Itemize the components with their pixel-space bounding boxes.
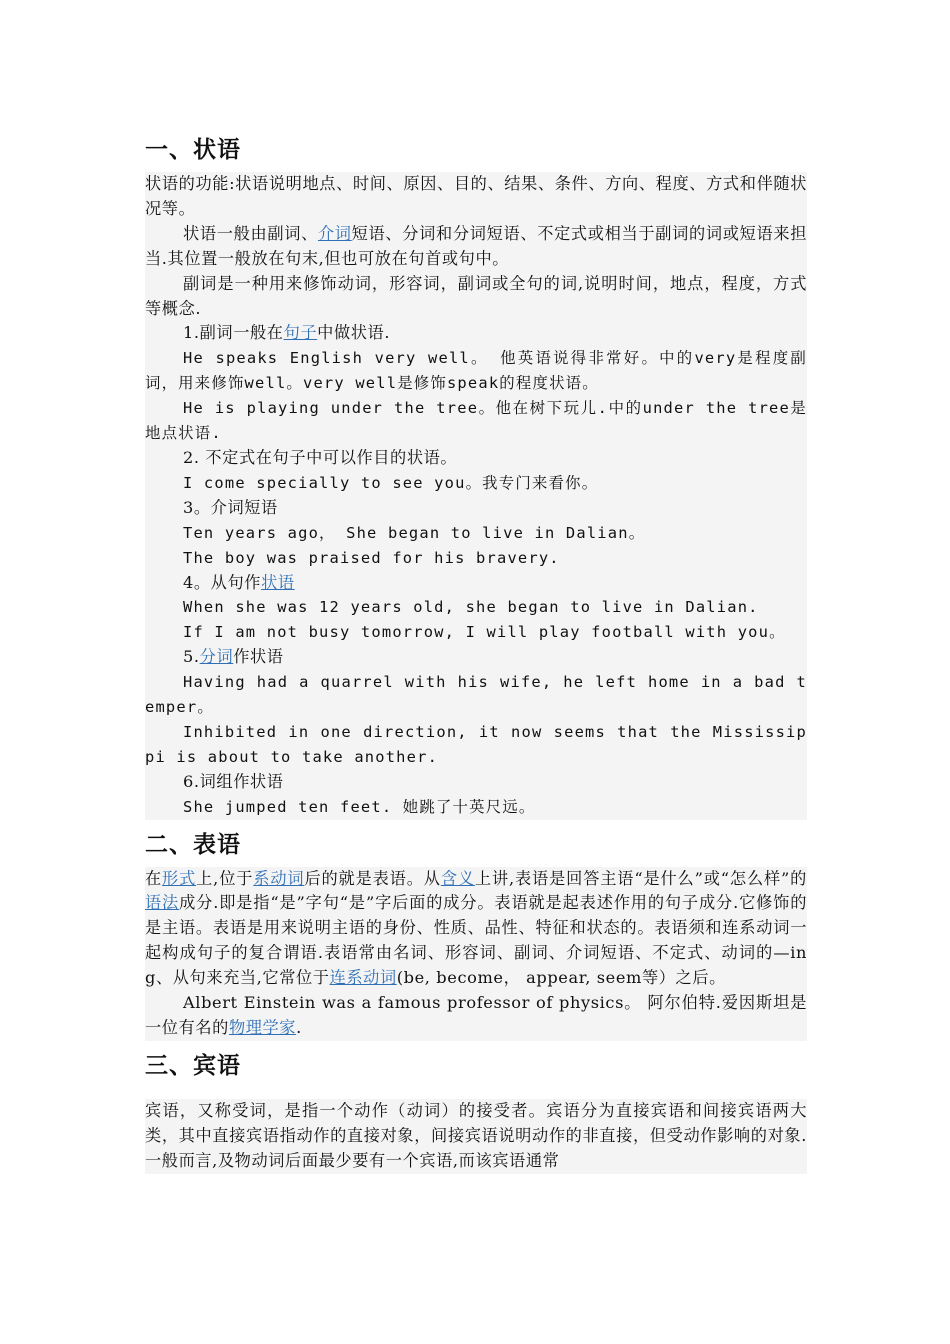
section-body-adverbial — [145, 172, 807, 820]
example-paragraph: She jumped ten feet. 她跳了十英尺远。 — [183, 797, 536, 816]
text: 状语一般由副词、 — [183, 223, 318, 243]
example-paragraph — [145, 991, 807, 1041]
text: 作状语 — [233, 647, 284, 667]
paragraph: 6.词组作状语 — [183, 771, 284, 791]
section-body-predicative — [145, 867, 807, 1041]
text: 4。从句作 — [183, 572, 262, 592]
section-heading-predicative: 二、表语 — [145, 831, 241, 858]
example-paragraph: He speaks English very well。 他英语说得非常好。中的very是程度副词，用来修饰well。very well是修饰speak的程度状语。 — [145, 349, 807, 393]
link-form[interactable]: 形式 — [162, 868, 197, 888]
paragraph — [145, 571, 807, 596]
link-grammar[interactable]: 语法 — [145, 893, 180, 913]
text: . — [296, 1018, 302, 1037]
example-paragraph: Inhibited in one direction, it now seems that the Mississippi is about to take another. — [145, 722, 807, 766]
example-paragraph: I come specially to see you。我专门来看你。 — [183, 473, 599, 492]
link-linking-verb[interactable]: 系动词 — [253, 868, 305, 888]
paragraph: 2. 不定式在句子中可以作目的状语。 — [183, 447, 458, 467]
section-body-object — [145, 1099, 807, 1174]
text: 短语、分词和分词短语、不定式或相当于副词的词或短语来担当.其位置一般放在句末,但也可放在句首或句中。 — [145, 223, 807, 268]
text: 1.副词一般在 — [183, 323, 284, 343]
text: 在 — [145, 868, 163, 888]
text: 后的就是表语。从 — [304, 868, 441, 888]
paragraph — [145, 222, 807, 272]
text: 上,位于 — [196, 868, 254, 888]
section-heading-adverbial: 一、状语 — [145, 137, 241, 163]
example-paragraph: If I am not busy tomorrow, I will play football with you。 — [183, 623, 786, 642]
paragraph — [145, 867, 807, 992]
example-paragraph: The boy was praised for his bravery. — [183, 548, 560, 567]
link-preposition[interactable]: 介词 — [317, 223, 352, 243]
link-sentence[interactable]: 句子 — [283, 323, 318, 343]
example-paragraph: When she was 12 years old, she began to live in Dalian. — [183, 598, 759, 617]
text: 成分.即是指“是”字句“是”字后面的成分。表语就是起表述作用的句子成分.它修饰的是主语。表语是用来说明主语的身份、性质、品性、特征和状态的。表语须和连系动词一起构成句子的复合谓语.表语常由名词、形容词、副词、介词短语、不定式、动词的—ing、从句来充当,它常位于 — [145, 893, 808, 988]
link-physicist[interactable]: 物理学家 — [228, 1018, 297, 1037]
paragraph: 宾语，又称受词，是指一个动作（动词）的接受者。宾语分为直接宾语和间接宾语两大类，其中直接宾语指动作的直接对象，间接宾语说明动作的非直接，但受动作影响的对象.一般而言,及物动词后面最少要有一个宾语,而该宾语通常 — [145, 1100, 807, 1170]
paragraph — [145, 321, 807, 346]
paragraph — [145, 645, 807, 670]
example-paragraph: Ten years ago， She began to live in Dalian。 — [183, 523, 646, 542]
text: 5. — [183, 647, 200, 667]
link-meaning[interactable]: 含义 — [440, 868, 475, 888]
text: 中做状语. — [317, 323, 391, 343]
example-paragraph: Having had a quarrel with his wife, he left home in a bad temper。 — [145, 673, 807, 717]
section-heading-object: 三、宾语 — [145, 1052, 241, 1079]
paragraph: 状语的功能:状语说明地点、时间、原因、目的、结果、条件、方向、程度、方式和伴随状况等。 — [145, 174, 807, 218]
text: 上讲,表语是回答主语“是什么”或“怎么样”的 — [474, 868, 807, 888]
paragraph: 副词是一种用来修饰动词，形容词，副词或全句的词,说明时间，地点，程度，方式等概念. — [145, 273, 807, 318]
link-copula-verb[interactable]: 连系动词 — [329, 968, 397, 988]
link-adverbial[interactable]: 状语 — [261, 572, 295, 592]
text: (be, become， appear, seem等）之后。 — [396, 968, 726, 988]
example-paragraph: He is playing under the tree。他在树下玩儿.中的under the tree是地点状语. — [145, 399, 807, 443]
paragraph: 3。介词短语 — [183, 497, 278, 517]
link-participle[interactable]: 分词 — [199, 647, 234, 667]
document-page — [145, 128, 807, 1174]
text: Albert Einstein was a famous professor of physics。 阿尔伯特.爱因斯坦是一位有名的 — [145, 993, 807, 1037]
